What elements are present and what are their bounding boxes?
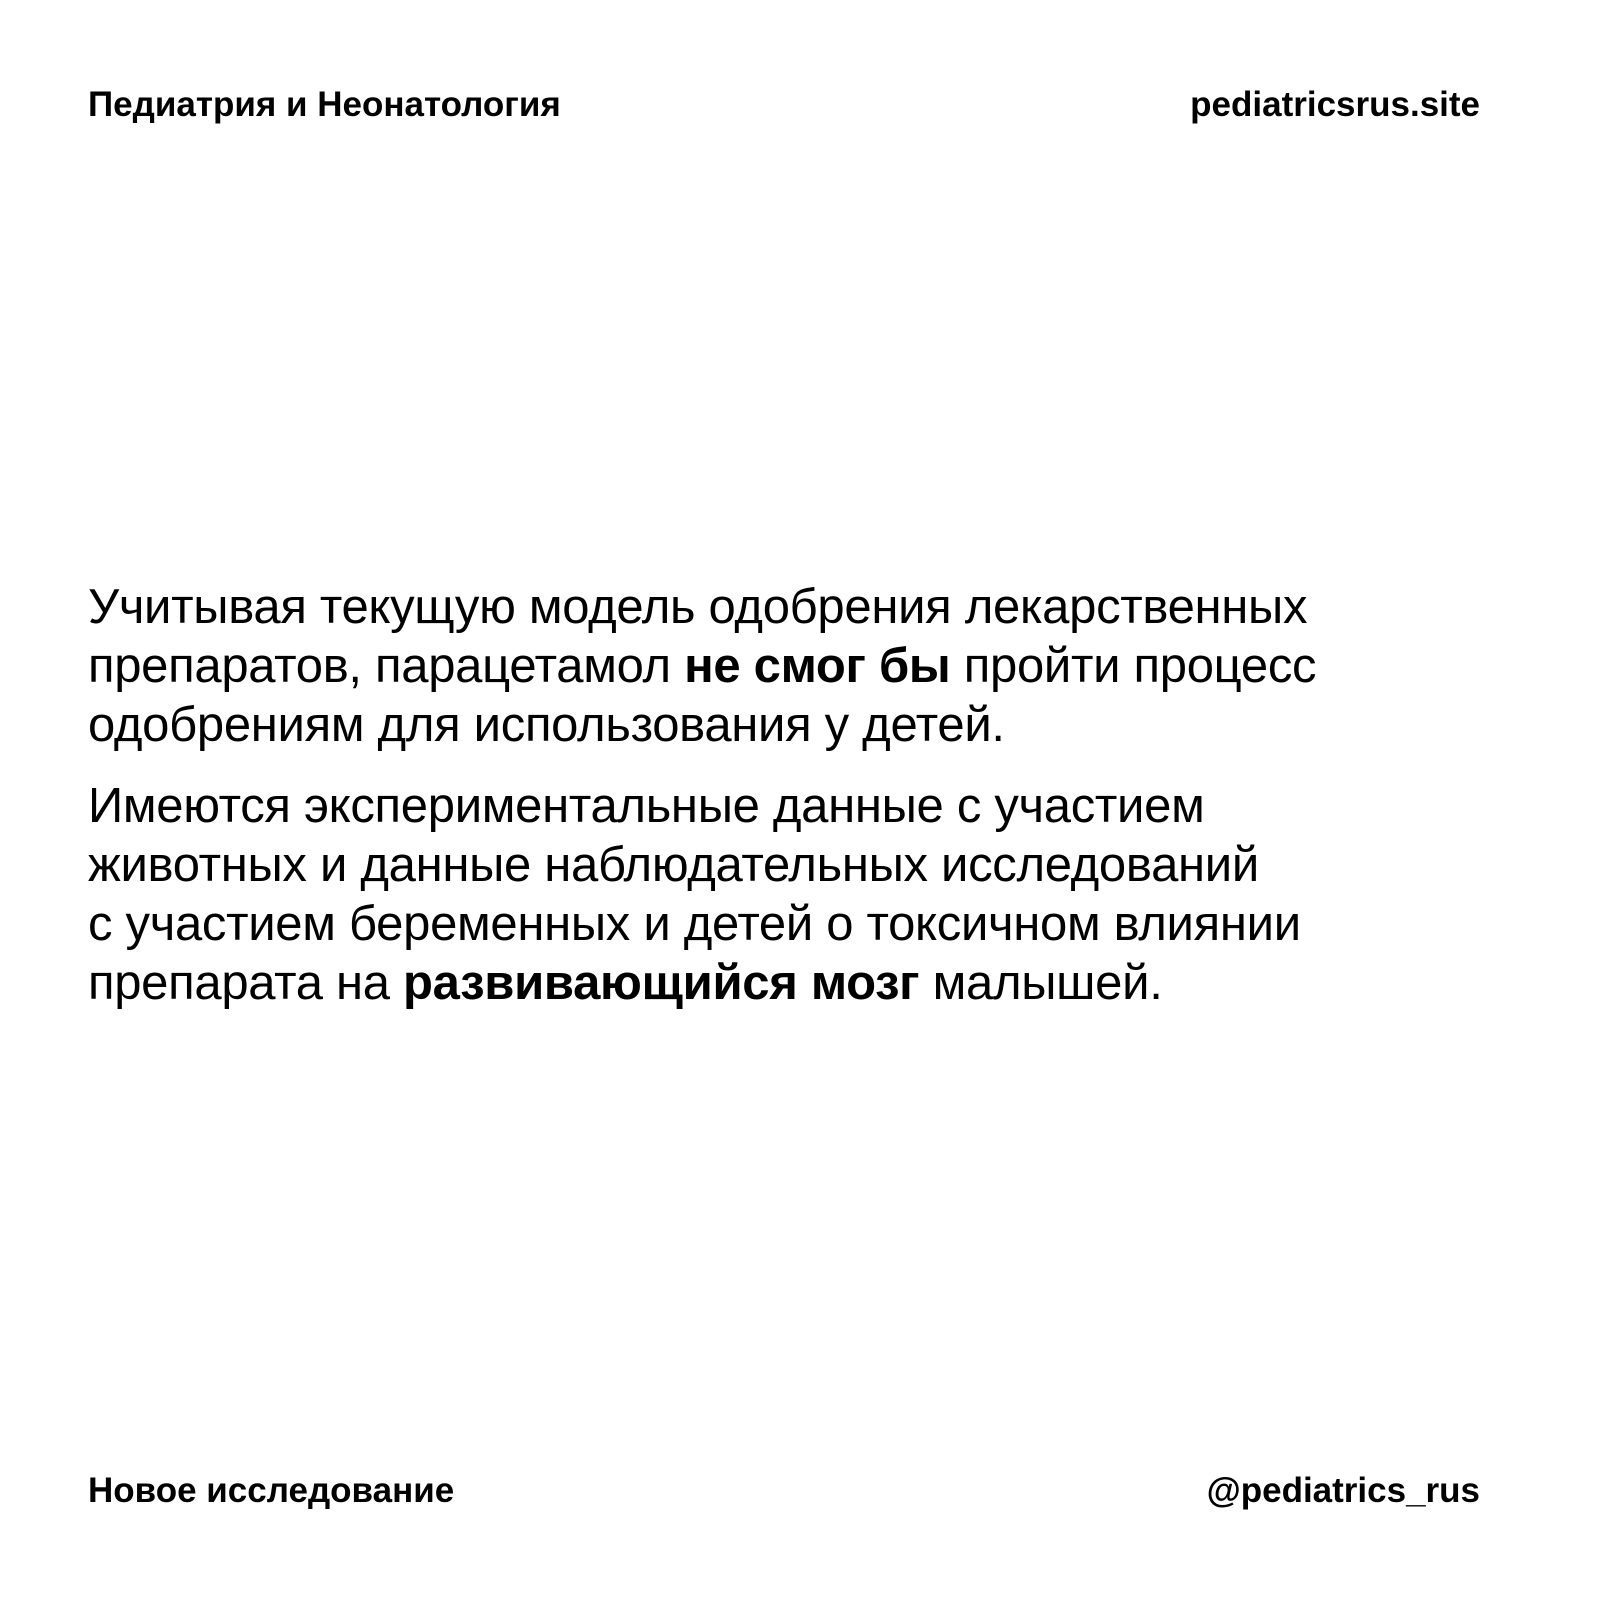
paragraph-line (88, 954, 1488, 1013)
text-segment: малышей. (919, 956, 1163, 1010)
emphasis-text: развивающийся мозг (403, 956, 920, 1010)
paragraph-line: одобрениям для использования у детей. (88, 698, 1005, 752)
text-segment: пройти процесс (950, 639, 1317, 693)
site-url: pediatricsrus.site (1190, 85, 1480, 124)
text-segment: препарата на (88, 956, 404, 1010)
paragraph-evidence (88, 777, 1488, 1013)
text-segment: препаратов, парацетамол (88, 639, 685, 693)
paragraph-approval (88, 578, 1488, 755)
paragraph-line: Имеются экспериментальные данные с участием (88, 779, 1205, 833)
paragraph-line: животных и данные наблюдательных исследований (88, 838, 1259, 892)
emphasis-text: не смог бы (684, 639, 951, 693)
main-text (88, 578, 1488, 1013)
paragraph-line: Учитывая текущую модель одобрения лекарственных (88, 580, 1308, 634)
series-label: Новое исследование (88, 1471, 455, 1510)
brand-title: Педиатрия и Неонатология (88, 85, 561, 124)
social-handle: @pediatrics_rus (1206, 1471, 1480, 1510)
paragraph-line: с участием беременных и детей о токсичном влиянии (88, 897, 1301, 951)
paragraph-line (88, 637, 1488, 696)
